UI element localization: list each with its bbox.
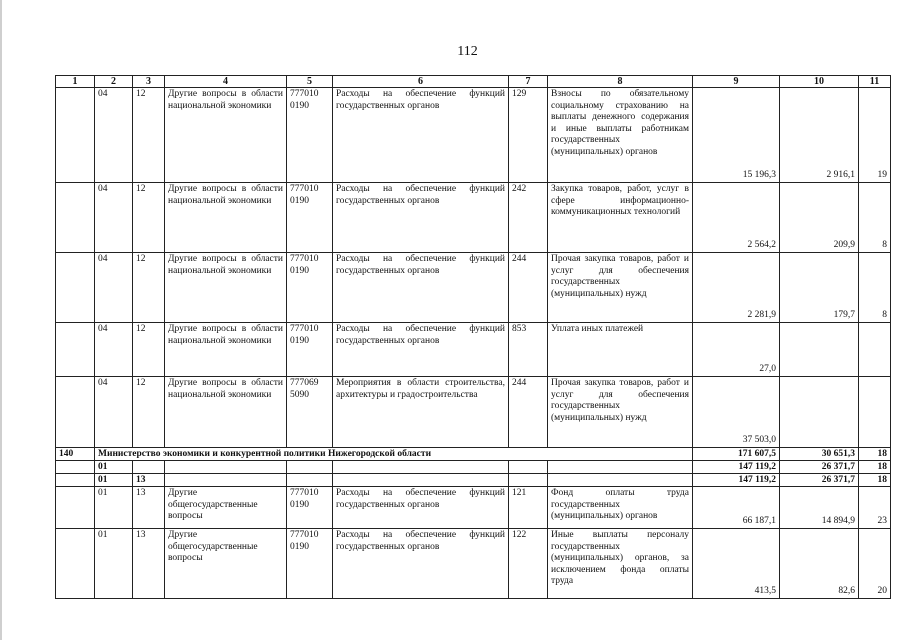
csr-code-part1: 777010 [290, 89, 319, 99]
col11-value: 8 [859, 253, 891, 323]
table-row [56, 529, 891, 599]
csr-cell [287, 529, 333, 599]
col9-value: 66 187,1 [693, 487, 780, 529]
ministry-col9-value: 171 607,5 [693, 448, 780, 461]
col-header-10: 10 [780, 76, 859, 88]
ved-cell [56, 377, 95, 448]
section-name-cell: Другие вопросы в области национальной экономики [165, 323, 287, 377]
csr-code-part2: 0190 [290, 499, 309, 510]
csr-name-cell: Расходы на обеспечение функций государственных органов [333, 253, 509, 323]
table-row [56, 183, 891, 253]
section-name-cell: Другие вопросы в области национальной экономики [165, 377, 287, 448]
csr-code-part1: 777010 [290, 530, 319, 540]
vr-name-cell: Прочая закупка товаров, работ и услуг для обеспечения государственных (муниципальных) нужд [548, 253, 693, 323]
csr-code-part2: 0190 [290, 100, 309, 111]
vr-cell: 244 [509, 377, 548, 448]
table-row [56, 253, 891, 323]
csr-name-cell: Расходы на обеспечение функций государственных органов [333, 529, 509, 599]
ved-cell [56, 487, 95, 529]
column-header-row [56, 76, 891, 88]
col9-value: 2 281,9 [693, 253, 780, 323]
budget-table [55, 75, 891, 599]
col11-value: 19 [859, 88, 891, 183]
table-row [56, 88, 891, 183]
col11-value: 8 [859, 183, 891, 253]
ministry-col11-value: 18 [859, 448, 891, 461]
col-header-4: 4 [165, 76, 287, 88]
csr-name-cell: Расходы на обеспечение функций государственных органов [333, 88, 509, 183]
col9-value: 15 196,3 [693, 88, 780, 183]
pr-cell: 13 [133, 529, 165, 599]
ved-cell [56, 183, 95, 253]
col11-value: 20 [859, 529, 891, 599]
ved-cell [56, 253, 95, 323]
col10-value [780, 377, 859, 448]
section-name-cell: Другие общегосударственные вопросы [165, 487, 287, 529]
csr-code-part2: 0190 [290, 265, 309, 276]
csr-code-part2: 0190 [290, 335, 309, 346]
subsection-pr-cell: 13 [133, 474, 165, 487]
csr-code-part1: 777010 [290, 184, 319, 194]
col-header-1: 1 [56, 76, 95, 88]
col-header-7: 7 [509, 76, 548, 88]
vr-cell: 853 [509, 323, 548, 377]
rz-cell: 04 [95, 183, 133, 253]
pr-cell: 13 [133, 487, 165, 529]
section-col11-value: 18 [859, 461, 891, 474]
section-col10-value: 26 371,7 [780, 461, 859, 474]
col11-value: 23 [859, 487, 891, 529]
col-header-8: 8 [548, 76, 693, 88]
page-number: 112 [457, 44, 478, 59]
csr-cell [287, 253, 333, 323]
csr-cell [287, 487, 333, 529]
col10-value: 179,7 [780, 253, 859, 323]
csr-name-cell: Мероприятия в области строительства, архитектуры и градостроительства [333, 377, 509, 448]
vr-name-cell: Иные выплаты персоналу государственных (муниципальных) органов, за исключением фонда оплаты труда [548, 529, 693, 599]
page-edge [0, 0, 2, 640]
subsection-col9-value: 147 119,2 [693, 474, 780, 487]
csr-cell [287, 323, 333, 377]
csr-name-cell: Расходы на обеспечение функций государственных органов [333, 183, 509, 253]
section-name-cell: Другие вопросы в области национальной экономики [165, 183, 287, 253]
col10-value [780, 323, 859, 377]
col-header-2: 2 [95, 76, 133, 88]
col10-value: 14 894,9 [780, 487, 859, 529]
pr-cell: 12 [133, 323, 165, 377]
csr-code-part1: 777010 [290, 488, 319, 498]
table-row [56, 377, 891, 448]
ministry-ved-cell: 140 [56, 448, 95, 461]
vr-cell: 121 [509, 487, 548, 529]
csr-code-part2: 0190 [290, 541, 309, 552]
ministry-col10-value: 30 651,3 [780, 448, 859, 461]
rz-cell: 04 [95, 377, 133, 448]
col-header-6: 6 [333, 76, 509, 88]
ministry-row [56, 448, 891, 461]
col9-value: 27,0 [693, 323, 780, 377]
subsection-col10-value: 26 371,7 [780, 474, 859, 487]
vr-name-cell: Взносы по обязательному социальному страхованию на выплаты денежного содержания и иные выплаты работникам государственных (муниципальных) органов [548, 88, 693, 183]
csr-name-cell: Расходы на обеспечение функций государственных органов [333, 487, 509, 529]
subsection-rz-cell: 01 [95, 474, 133, 487]
col9-value: 37 503,0 [693, 377, 780, 448]
ved-cell [56, 529, 95, 599]
col11-value [859, 323, 891, 377]
section-row [56, 461, 891, 474]
ved-cell [56, 323, 95, 377]
vr-cell: 242 [509, 183, 548, 253]
csr-code-part1: 777069 [290, 378, 319, 388]
vr-name-cell: Уплата иных платежей [548, 323, 693, 377]
section-name-cell: Другие вопросы в области национальной экономики [165, 88, 287, 183]
subsection-row [56, 474, 891, 487]
csr-code-part2: 0190 [290, 195, 309, 206]
pr-cell: 12 [133, 88, 165, 183]
ministry-name-cell: Министерство экономики и конкурентной политики Нижегородской области [95, 448, 693, 461]
vr-cell: 122 [509, 529, 548, 599]
col-header-11: 11 [859, 76, 891, 88]
rz-cell: 01 [95, 529, 133, 599]
table-row [56, 487, 891, 529]
pr-cell: 12 [133, 377, 165, 448]
col-header-5: 5 [287, 76, 333, 88]
csr-code-part2: 5090 [290, 389, 309, 400]
col-header-3: 3 [133, 76, 165, 88]
rz-cell: 04 [95, 323, 133, 377]
vr-name-cell: Прочая закупка товаров, работ и услуг для обеспечения государственных (муниципальных) нужд [548, 377, 693, 448]
section-name-cell: Другие общегосударственные вопросы [165, 529, 287, 599]
section-name-cell: Другие вопросы в области национальной экономики [165, 253, 287, 323]
pr-cell: 12 [133, 183, 165, 253]
vr-name-cell: Фонд оплаты труда государственных (муниципальных) органов [548, 487, 693, 529]
section-col9-value: 147 119,2 [693, 461, 780, 474]
col10-value: 82,6 [780, 529, 859, 599]
rz-cell: 01 [95, 487, 133, 529]
col9-value: 2 564,2 [693, 183, 780, 253]
subsection-col11-value: 18 [859, 474, 891, 487]
col9-value: 413,5 [693, 529, 780, 599]
csr-cell [287, 183, 333, 253]
csr-cell [287, 377, 333, 448]
col10-value: 209,9 [780, 183, 859, 253]
col-header-9: 9 [693, 76, 780, 88]
table-row [56, 323, 891, 377]
col10-value: 2 916,1 [780, 88, 859, 183]
vr-cell: 244 [509, 253, 548, 323]
csr-code-part1: 777010 [290, 324, 319, 334]
col11-value [859, 377, 891, 448]
rz-cell: 04 [95, 253, 133, 323]
vr-cell: 129 [509, 88, 548, 183]
rz-cell: 04 [95, 88, 133, 183]
pr-cell: 12 [133, 253, 165, 323]
csr-code-part1: 777010 [290, 254, 319, 264]
csr-name-cell: Расходы на обеспечение функций государственных органов [333, 323, 509, 377]
ved-cell [56, 88, 95, 183]
vr-name-cell: Закупка товаров, работ, услуг в сфере информационно-коммуникационных технологий [548, 183, 693, 253]
csr-cell [287, 88, 333, 183]
section-rz-cell: 01 [95, 461, 133, 474]
